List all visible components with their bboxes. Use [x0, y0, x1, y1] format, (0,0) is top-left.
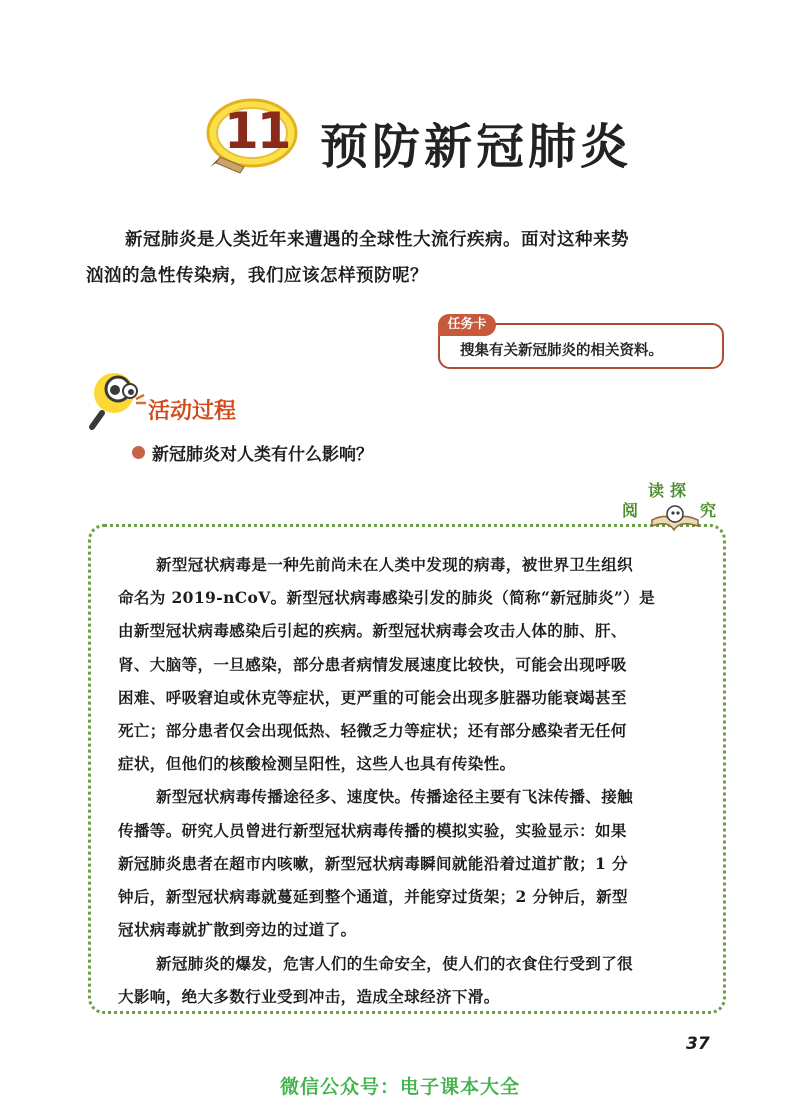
- read-badge-char-3: 探: [670, 481, 687, 500]
- intro-line-1: 新冠肺炎是人类近年来遭遇的全球性大流行疾病。面对这种来势: [125, 230, 629, 250]
- reading-line: 大影响，绝大多数行业受到冲击，造成全球经济下滑。: [118, 986, 500, 1006]
- lesson-title: 预防新冠肺炎: [320, 119, 633, 175]
- reading-line: 传播等。研究人员曾进行新型冠状病毒传播的模拟实验，实验显示：如果: [118, 820, 627, 840]
- reading-line: 肾、大脑等，一旦感染，部分患者病情发展速度比较快，可能会出现呼吸: [118, 654, 627, 674]
- lesson-number: 11: [224, 102, 290, 160]
- bullet-dot: [132, 446, 145, 459]
- reading-line: 新冠肺炎患者在超市内咳嗽，新型冠状病毒瞬间就能沿着过道扩散；1 分: [118, 853, 628, 873]
- intro-line-2: 汹汹的急性传染病，我们应该怎样预防呢？: [86, 266, 428, 286]
- magnifier-icon: [88, 369, 150, 431]
- task-card-text: 搜集有关新冠肺炎的相关资料。: [460, 342, 663, 359]
- reading-line: 冠状病毒就扩散到旁边的过道了。: [118, 920, 357, 940]
- reading-line: 新型冠状病毒传播途径多、速度快。传播途径主要有飞沫传播、接触: [156, 787, 634, 807]
- reading-line: 钟后，新型冠状病毒就蔓延到整个通道，并能穿过货架；2 分钟后，新型: [118, 887, 628, 906]
- reading-line-p3-first: 新冠肺炎的爆发，危害人们的生命安全，使人们的衣食住行受到了很: [156, 954, 634, 973]
- reading-line: 由新型冠状病毒感染后引起的疾病。新型冠状病毒会攻击人体的肺、肝、: [118, 621, 627, 641]
- reading-line: 新型冠状病毒是一种先前尚未在人类中发现的病毒，被世界卫生组织: [156, 555, 634, 574]
- read-explore-badge: [618, 476, 728, 536]
- reading-line: 困难、呼吸窘迫或休克等症状，更严重的可能会出现多脏器功能衰竭甚至: [118, 687, 627, 707]
- activity-process-heading: 活动过程: [148, 399, 237, 424]
- read-badge-char-4: 究: [700, 501, 717, 520]
- read-badge-char-2: 读: [648, 481, 665, 500]
- reading-line: 死亡；部分患者仅会出现低热、轻微乏力等症状；还有部分感染者无任何: [118, 721, 627, 740]
- reading-line: 命名为 2019-nCoV。新型冠状病毒感染引发的肺炎（简称“新冠肺炎”）是: [118, 588, 655, 608]
- footer-watermark: 微信公众号：电子课本大全: [279, 1076, 520, 1098]
- page-number: 37: [686, 1034, 710, 1054]
- lesson-number-badge: [200, 95, 305, 175]
- read-badge-char-1: 阅: [622, 501, 639, 520]
- reading-line: 症状，但他们的核酸检测呈阳性，这些人也具有传染性。: [118, 754, 516, 774]
- question-heading: 新冠肺炎对人类有什么影响？: [152, 445, 373, 465]
- task-card-tag: 任务卡: [438, 314, 496, 336]
